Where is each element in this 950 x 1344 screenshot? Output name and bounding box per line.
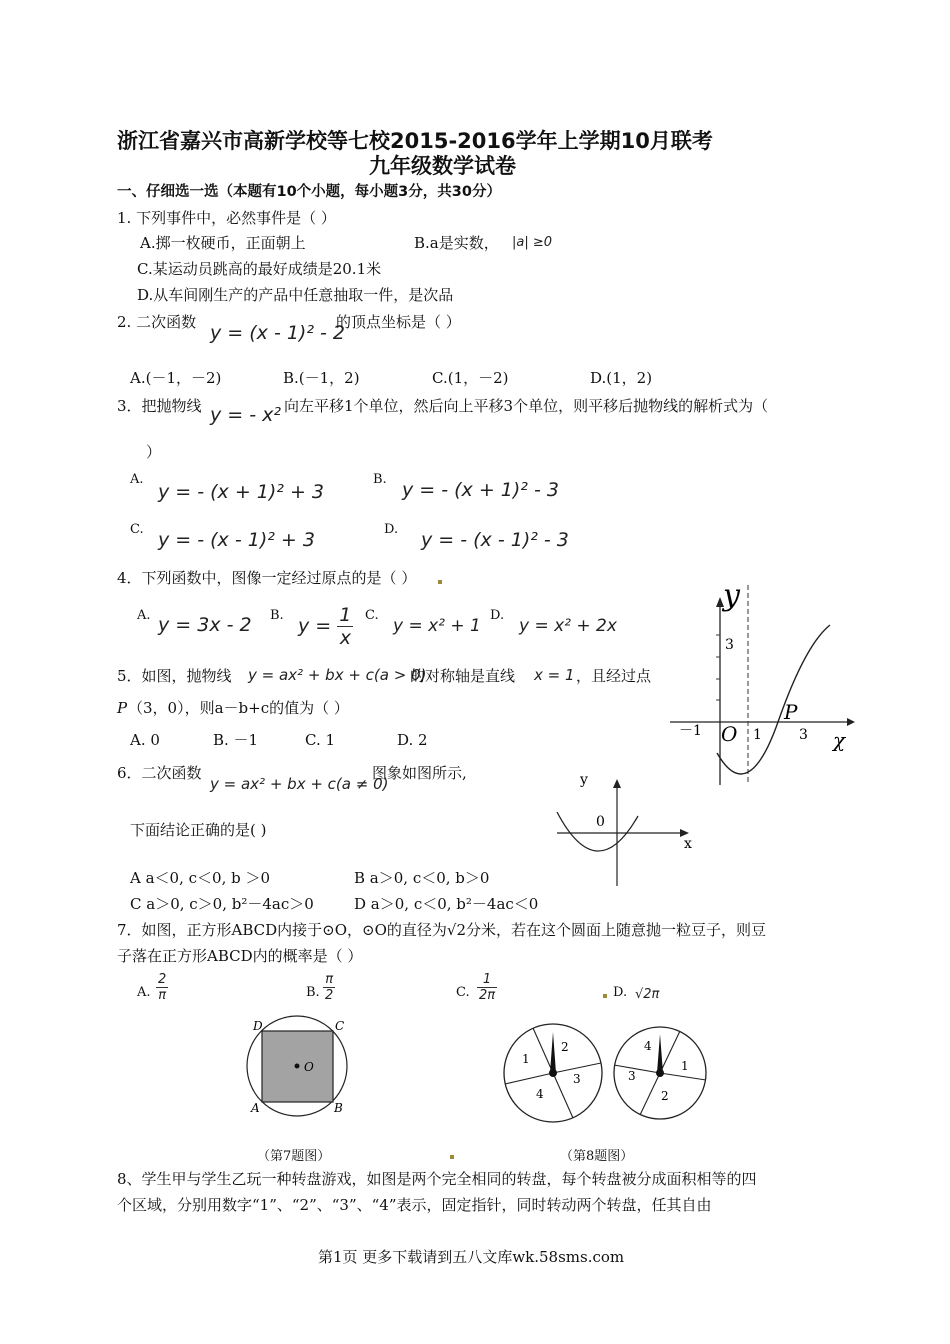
spinner-right-number: 4	[644, 1039, 652, 1053]
q7-option-c-den: 2π	[479, 988, 496, 1003]
q7-label-c: C.	[456, 985, 470, 1000]
page-footer: 第1页 更多下载请到五八文库wk.58sms.com	[318, 1248, 625, 1266]
q2-formula: y = (x - 1)² - 2	[210, 322, 345, 344]
q7-figure-label-d: D	[253, 1019, 263, 1033]
q8-line2: 个区域，分别用数字“1”、“2”、“3”、“4”表示，固定指针，同时转动两个转盘，任其自由	[117, 1196, 712, 1214]
q5-graph-tick-y3: 3	[725, 637, 734, 653]
q6-graph-x-label: x	[684, 836, 692, 852]
q6-formula: y = ax² + bx + c(a ≠ 0)	[210, 775, 389, 793]
q5-graph-tick-1: 1	[753, 727, 762, 743]
q5-option-d: D. 2	[397, 731, 428, 749]
q7-label-a: A.	[137, 985, 151, 1000]
q5-axis: x = 1	[534, 666, 575, 684]
q7-option-d: √2π	[635, 987, 660, 1002]
q7-option-b-num: π	[323, 972, 335, 988]
q3-option-b: y = - (x + 1)² - 3	[402, 479, 559, 501]
q4-label-a: A.	[137, 608, 151, 623]
q7-figure	[238, 1010, 368, 1130]
q8-caption: （第8题图）	[560, 1149, 634, 1164]
stray-dot	[450, 1155, 454, 1159]
q5-stem-mid: 的对称轴是直线	[410, 667, 516, 685]
q4-option-c: y = x² + 1	[393, 616, 481, 636]
q6-graph-y-label: y	[580, 772, 588, 788]
q4-option-d: y = x² + 2x	[519, 616, 617, 636]
q7-line1: 7．如图，正方形ABCD内接于⊙O，⊙O的直径为√2分米，若在这个圆面上随意抛一粒豆子，则豆	[117, 921, 767, 939]
q7-option-b-frac	[323, 972, 335, 1003]
spinner-right-number: 3	[628, 1069, 636, 1083]
q5-graph-x-label: χ	[833, 728, 846, 752]
q7-option-a-frac	[156, 972, 168, 1003]
q4-option-a: y = 3x - 2	[158, 614, 252, 636]
q2-option-c: C.(1，－2)	[432, 369, 509, 387]
q5-formula: y = ax² + bx + c(a > 0)	[248, 666, 427, 684]
q1-option-b-math: |a| ≥0	[512, 235, 553, 250]
spinner-left-number: 3	[573, 1072, 581, 1086]
stray-dot	[603, 994, 607, 998]
stray-dot	[438, 580, 442, 584]
q4-option-b	[298, 604, 353, 649]
q7-option-a-den: π	[158, 988, 167, 1003]
q2-option-a: A.(－1，－2)	[130, 369, 222, 387]
q5-stem-pre: 5．如图，抛物线	[117, 667, 232, 685]
q7-option-b	[323, 972, 335, 1003]
q8-figure	[500, 1018, 710, 1128]
title-line2: 九年级数学试卷	[369, 154, 516, 178]
spinner-left-number: 1	[522, 1052, 530, 1066]
q6-option-a: A a＜0, c＜0, b ＞0	[130, 869, 271, 887]
q5-line2: （3，0），则a－b+c的值为（ ）	[128, 699, 349, 717]
q5-graph-tick-neg1: －1	[679, 723, 702, 739]
q7-figure-label-a: A	[251, 1101, 260, 1115]
q6-option-b: B a＞0, c＜0, b＞0	[354, 869, 490, 887]
q7-line2: 子落在正方形ABCD内的概率是（ ）	[117, 947, 363, 965]
q7-label-b: B.	[306, 985, 320, 1000]
q3-label-a: A.	[130, 472, 144, 487]
q5-graph-y-label: y	[723, 578, 740, 613]
q5-graph-tick-3: 3	[799, 727, 808, 743]
title-line1: 浙江省嘉兴市高新学校等七校2015-2016学年上学期10月联考	[117, 129, 713, 153]
q4-option-b-frac	[337, 604, 353, 649]
q4-option-b-pre: y =	[298, 615, 332, 637]
q7-figure-label-b: B	[334, 1101, 343, 1115]
spinner-right	[614, 1027, 706, 1119]
q6-graph	[552, 770, 702, 890]
q7-figure-label-o: O	[304, 1060, 314, 1074]
q8-line1: 8、学生甲与学生乙玩一种转盘游戏，如图是两个完全相同的转盘，每个转盘被分成面积相等的四	[117, 1170, 757, 1188]
q3-option-c: y = - (x - 1)² + 3	[158, 529, 315, 551]
q7-option-a	[156, 972, 168, 1003]
q2-stem-post: 的顶点坐标是（ ）	[336, 313, 461, 331]
q1-option-b: B.a是实数，	[414, 234, 499, 252]
q5-option-b: B. －1	[213, 731, 259, 749]
q5-option-a: A. 0	[130, 731, 160, 749]
q7-label-d: D.	[613, 985, 628, 1000]
q3-stem-end: ）	[146, 443, 162, 461]
q4-option-b-num: 1	[339, 604, 352, 626]
q5-point-p: P	[117, 699, 128, 717]
q3-label-d: D.	[384, 522, 399, 537]
q3-formula: y = - x²	[210, 404, 281, 426]
q7-figure-label-c: C	[335, 1019, 345, 1033]
q6-graph-origin: 0	[596, 814, 605, 830]
q5-stem-post: ，且经过点	[576, 667, 652, 685]
q7-option-a-num: 2	[158, 972, 167, 987]
spinner-left-number: 4	[536, 1087, 544, 1101]
q3-label-b: B.	[373, 472, 387, 487]
q4-label-d: D.	[490, 608, 505, 623]
q7-option-c-frac	[477, 972, 497, 1003]
q2-stem-pre: 2. 二次函数	[117, 313, 197, 331]
q1-option-a: A.掷一枚硬币，正面朝上	[140, 234, 306, 252]
q4-label-c: C.	[365, 608, 379, 623]
q2-option-b: B.(－1，2)	[283, 369, 360, 387]
spinner-left-number: 2	[561, 1040, 569, 1054]
q2-option-d: D.(1，2)	[590, 369, 653, 387]
q4-option-b-den: x	[339, 627, 351, 649]
q4-label-b: B.	[270, 608, 284, 623]
spinner-left	[504, 1024, 602, 1122]
q3-option-a: y = - (x + 1)² + 3	[158, 481, 324, 503]
q3-label-c: C.	[130, 522, 144, 537]
q4-stem: 4．下列函数中，图像一定经过原点的是（ ）	[117, 569, 417, 587]
q6-line2: 下面结论正确的是( )	[130, 821, 267, 839]
q3-stem-post: 向左平移1个单位，然后向上平移3个单位，则平移后抛物线的解析式为（	[284, 397, 769, 415]
spinner-right-number: 1	[681, 1059, 689, 1073]
q5-option-c: C. 1	[305, 731, 336, 749]
q3-stem-pre: 3．把抛物线	[117, 397, 202, 415]
spinner-right-number: 2	[661, 1089, 669, 1103]
section-heading: 一、仔细选一选（本题有10个小题，每小题3分，共30分）	[117, 184, 501, 200]
q7-option-c-num: 1	[477, 972, 497, 988]
q1-option-d: D.从车间刚生产的产品中任意抽取一件，是次品	[137, 286, 454, 304]
q1-option-c: C.某运动员跳高的最好成绩是20.1米	[137, 260, 382, 278]
q6-stem-pre: 6．二次函数	[117, 764, 202, 782]
q7-option-c	[477, 972, 497, 1003]
q5-graph-origin: O	[721, 722, 738, 746]
q6-stem-post: 图象如图所示,	[372, 764, 467, 782]
q1-stem: 1. 下列事件中，必然事件是（ ）	[117, 209, 336, 227]
q3-option-d: y = - (x - 1)² - 3	[421, 529, 569, 551]
q7-caption: （第7题图）	[257, 1149, 331, 1164]
q6-option-d: D a＞0, c＜0, b²－4ac＜0	[354, 895, 539, 913]
q7-option-b-den: 2	[325, 988, 334, 1003]
q6-option-c: C a＞0, c＞0, b²－4ac＞0	[130, 895, 314, 913]
q5-graph-p-label: P	[784, 700, 798, 724]
